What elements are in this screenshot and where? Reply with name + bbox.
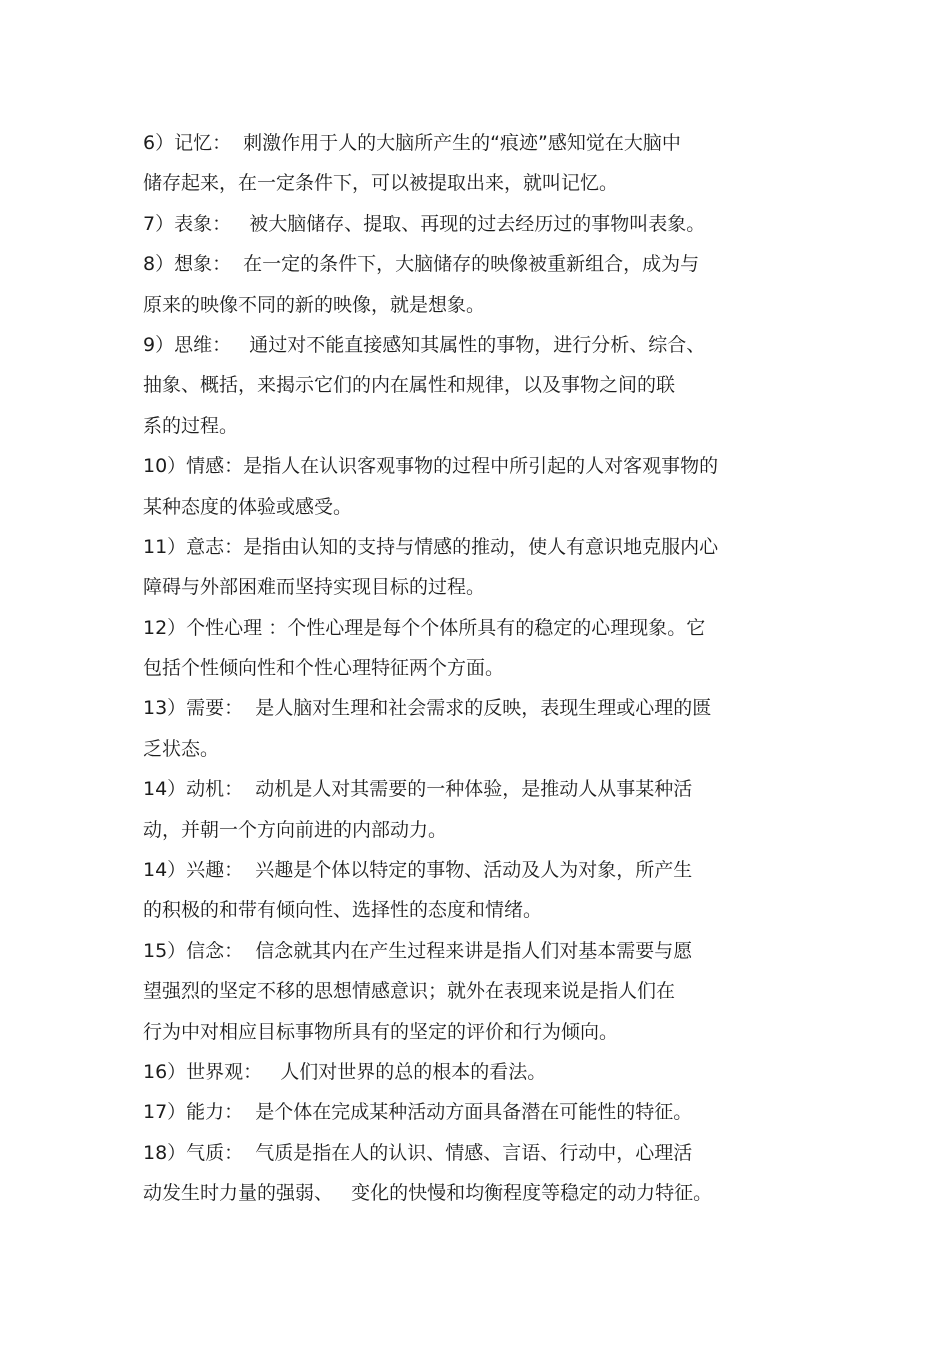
text-line: 望强烈的坚定不移的思想情感意识；就外在表现来说是指人们在 (143, 980, 676, 1003)
text-line: 储存起来，在一定条件下，可以被提取出来，就叫记忆。 (143, 172, 619, 195)
text-line: 动，并朝一个方向前进的内部动力。 (143, 818, 448, 841)
text-line: 抽象、概括，来揭示它们的内在属性和规律，以及事物之间的联 (143, 374, 676, 397)
text-line: 乏状态。 (143, 737, 220, 760)
text-line: 动发生时力量的强弱、 变化的快慢和均衡程度等稳定的动力特征。 (143, 1182, 713, 1205)
definition-list (143, 123, 803, 1214)
text-line: 某种态度的体验或感受。 (143, 495, 353, 518)
text-line: 14）兴趣： 兴趣是个体以特定的事物、活动及人为对象，所产生 (143, 859, 693, 882)
text-line: 16）世界观： 人们对世界的总的根本的看法。 (143, 1060, 547, 1083)
text-line: 6）记忆： 刺激作用于人的大脑所产生的“痕迹”感知觉在大脑中 (143, 132, 681, 154)
text-line: 8）想象： 在一定的条件下，大脑储存的映像被重新组合，成为与 (143, 253, 700, 276)
text-line: 的积极的和带有倾向性、选择性的态度和情绪。 (143, 899, 543, 922)
text-line: 行为中对相应目标事物所具有的坚定的评价和行为倾向。 (143, 1020, 619, 1043)
text-line: 10）情感：是指人在认识客观事物的过程中所引起的人对客观事物的 (143, 455, 719, 478)
text-line: 包括个性倾向性和个性心理特征两个方面。 (143, 657, 505, 680)
text-line: 15）信念： 信念就其内在产生过程来讲是指人们对基本需要与愿 (143, 939, 693, 962)
text-line: 系的过程。 (143, 414, 239, 437)
text-line: 7）表象： 被大脑储存、提取、再现的过去经历过的事物叫表象。 (143, 212, 706, 235)
text-line: 障碍与外部困难而坚持实现目标的过程。 (143, 576, 486, 599)
text-line: 12）个性心理 ：个性心理是每个个体所具有的稳定的心理现象。它 (143, 616, 706, 639)
text-line: 18）气质： 气质是指在人的认识、情感、言语、行动中，心理活 (143, 1141, 693, 1164)
text-line: 9）思维： 通过对不能直接感知其属性的事物，进行分析、综合、 (143, 333, 706, 356)
text-line: 17）能力： 是个体在完成某种活动方面具备潜在可能性的特征。 (143, 1101, 693, 1124)
text-line: 原来的映像不同的新的映像，就是想象。 (143, 293, 486, 316)
text-line: 13）需要： 是人脑对生理和社会需求的反映，表现生理或心理的匮 (143, 697, 712, 720)
text-line: 11）意志：是指由认知的支持与情感的推动，使人有意识地克服内心 (143, 535, 719, 558)
text-line: 14）动机： 动机是人对其需要的一种体验，是推动人从事某种活 (143, 778, 693, 801)
